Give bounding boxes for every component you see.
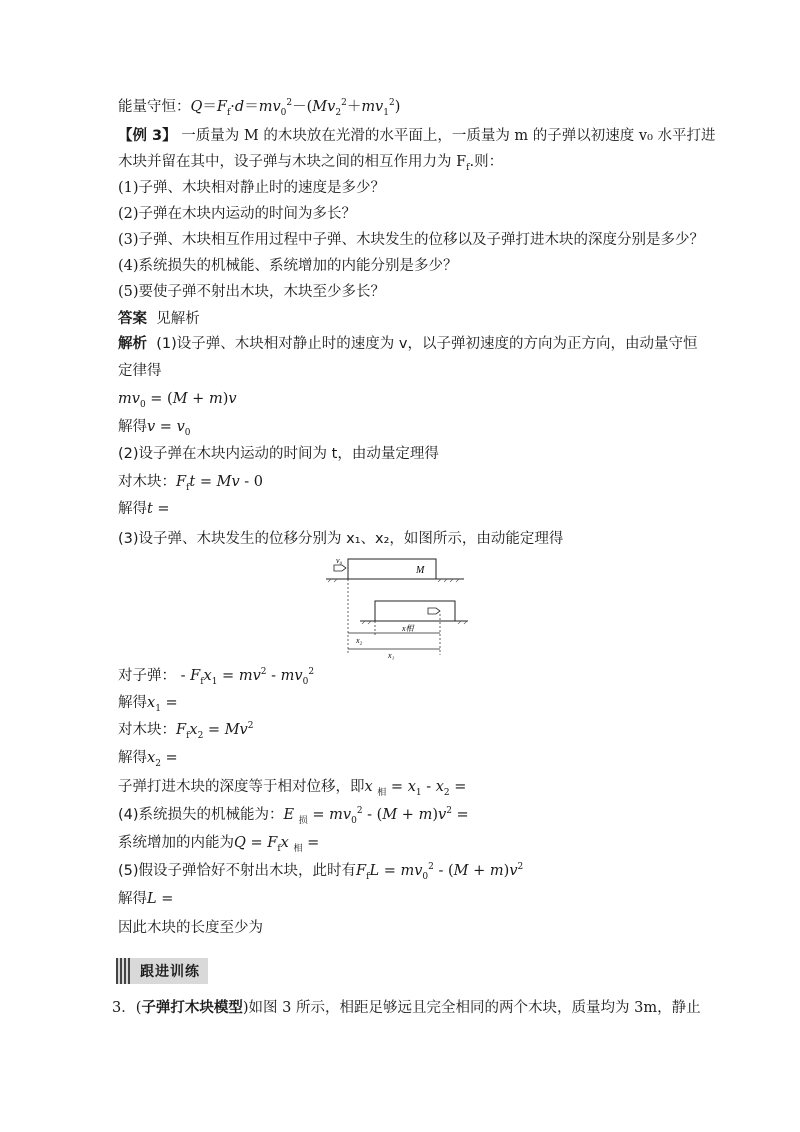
analysis-5: (5)假设子弹恰好不射出木块，此时有 xyxy=(118,863,357,879)
length-condition-line: (5)假设子弹恰好不射出木块，此时有$F_fL = mv_0^2 - (M + m)v^2$ xyxy=(118,862,524,882)
exercise-3-line xyxy=(112,998,720,1018)
figure-bottom-block xyxy=(375,601,455,621)
solve-x2-line: 解得$x_2$ = xyxy=(118,750,178,769)
block-impulse-line: 对木块：$F_ft = Mv - 0$ xyxy=(118,474,263,493)
figure-top-bullet xyxy=(334,556,346,571)
figure-label-M: M xyxy=(416,565,425,576)
internal-energy-line: 系统增加的内能为$Q = F_fx$ $_相$ = xyxy=(118,835,320,854)
analysis-2: (2)设子弹在木块内运动的时间为 t，由动量定理得 xyxy=(118,446,439,462)
analysis-1: (1)设子弹、木块相对静止时的速度为 v，以子弹初速度的方向为正方向，由动量守恒 xyxy=(156,336,698,352)
analysis-4: (4)系统损失的机械能为： xyxy=(118,807,284,823)
depth-text: 子弹打进木块的深度等于相对位移，即 xyxy=(118,779,365,795)
answer-label: 答案 xyxy=(118,311,147,327)
solve-label-2: 解得 xyxy=(118,501,147,517)
example-tag: 【例 3】 xyxy=(118,128,177,144)
answer-line xyxy=(118,309,720,329)
analysis-1b: 定律得 xyxy=(118,363,162,379)
figure-label-x1: x₁ xyxy=(388,651,395,660)
solve-label-4: 解得 xyxy=(118,750,147,766)
example-text-1: 一质量为 M 的木块放在光滑的水平面上，一质量为 m 的子弹以初速度 v₀ 水平打进 xyxy=(181,128,716,144)
block-energy-line: 对木块：$F_fx_2 = Mv^2$ xyxy=(118,721,254,741)
analysis-label: 解析 xyxy=(118,336,147,352)
energy-label: 能量守恒： xyxy=(118,99,191,115)
question-4: (4)系统损失的机械能、系统增加的内能分别是多少？ xyxy=(118,258,458,274)
figure-label-x2: x₂ xyxy=(356,636,363,645)
internal-energy-text: 系统增加的内能为 xyxy=(118,835,234,851)
question-5: (5)要使子弹不射出木块，木块至少多长？ xyxy=(118,284,386,300)
figure-label-v0: v₀ xyxy=(336,556,343,565)
followup-label: 跟进训练 xyxy=(140,964,200,980)
solve-v-line: 解得$v = v_0$ xyxy=(118,419,191,438)
example-text-2-tail: .则： xyxy=(469,154,504,170)
solve-x1-line: 解得$x_1$ = xyxy=(118,695,178,714)
example-text-2: 木块并留在其中，设子弹与木块之间的相互作用力为 F xyxy=(118,154,467,170)
solve-t-line: 解得t = xyxy=(118,501,170,517)
exercise-3-text: )如图 3 所示，相距足够远且完全相同的两个木块，质量均为 3m，静止 xyxy=(242,1000,701,1016)
question-1: (1)子弹、木块相对静止时的速度是多少？ xyxy=(118,180,386,196)
badge-stripes xyxy=(116,958,130,984)
block-label-2: 对木块： xyxy=(118,722,176,738)
bullet-label: 对子弹： xyxy=(118,668,176,684)
depth-line: 子弹打进木块的深度等于相对位移，即x $_相 = x_1 - x_2$ = xyxy=(118,779,467,798)
energy-conservation-line: 能量守恒：$Q=F_f\cdot d=mv_0^2-(Mv_2^2+mv_1^2)$ xyxy=(118,98,401,118)
solve-label-5: 解得 xyxy=(118,891,147,907)
solve-L-line: 解得L = xyxy=(118,891,174,907)
figure-top-block xyxy=(348,559,436,579)
analysis-3: (3)设子弹、木块发生的位移分别为 x₁、x₂，如图所示，由动能定理得 xyxy=(118,531,564,547)
bullet-energy-line: 对子弹： - $F_fx_1 = mv^2 - mv_0^2$ xyxy=(118,667,315,687)
conclusion: 因此木块的长度至少为 xyxy=(118,920,263,936)
block-label-1: 对木块： xyxy=(118,474,176,490)
question-3: (3)子弹、木块相互作用过程中子弹、木块发生的位移以及子弹打进木块的深度分别是多少？ xyxy=(118,232,705,248)
exercise-3-title: 子弹打木块模型 xyxy=(141,1000,243,1016)
question-2: (2)子弹在木块内运动的时间为多长？ xyxy=(118,206,357,222)
figure-label-xrel: x相 xyxy=(402,624,414,633)
bullet-block-figure xyxy=(320,555,470,661)
followup-badge xyxy=(116,958,208,984)
example-3-line-1 xyxy=(118,126,720,146)
momentum-equation: $mv_0 = (M + m)v$ xyxy=(118,391,237,410)
exercise-3-prefix: 3．( xyxy=(112,1000,142,1016)
answer-text: 见解析 xyxy=(156,311,200,327)
analysis-line-1 xyxy=(118,334,720,354)
solve-label-3: 解得 xyxy=(118,695,147,711)
example-3-line-2: 木块并留在其中，设子弹与木块之间的相互作用力为 $F_f$.则： xyxy=(118,154,504,173)
solve-label-1: 解得 xyxy=(118,419,147,435)
mechanical-energy-line: (4)系统损失的机械能为：E $_损 = mv_0^2 - (M + m)v^2$ = xyxy=(118,806,469,826)
